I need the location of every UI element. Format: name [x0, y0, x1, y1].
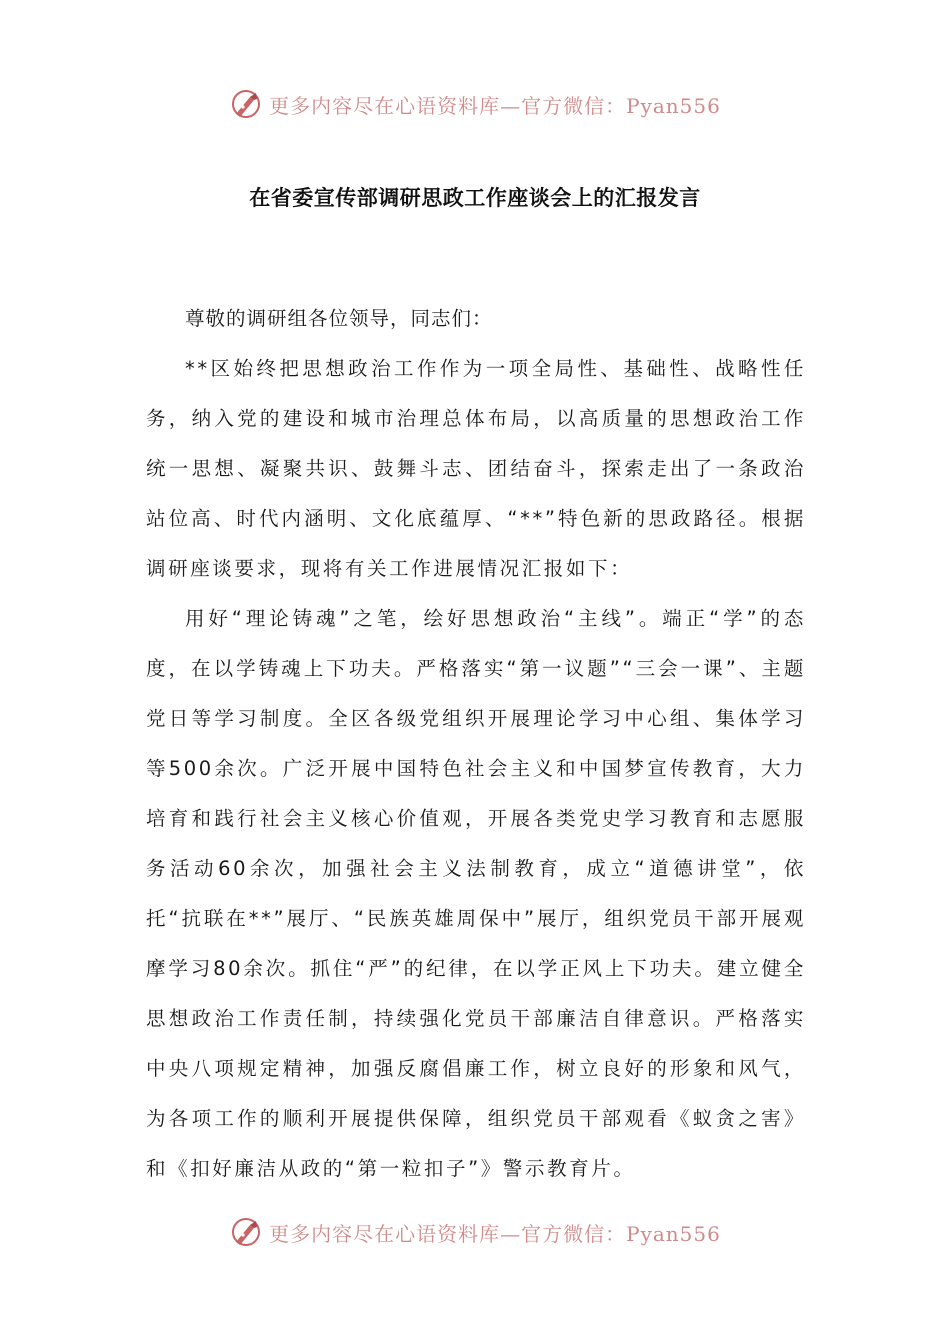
watermark-text — [269, 90, 721, 119]
watermark-banner-top — [0, 84, 950, 124]
watermark-official: 官方微信：Pyan556 — [521, 93, 721, 118]
watermark-banner-bottom — [0, 1212, 950, 1252]
document-title: 在省委宣传部调研思政工作座谈会上的汇报发言 — [249, 186, 701, 210]
watermark-text — [269, 1218, 721, 1247]
watermark-separator: — — [500, 1221, 522, 1246]
watermark-official: 官方微信：Pyan556 — [521, 1221, 721, 1246]
watermark-brand: 更多内容尽在心语资料库 — [269, 1221, 501, 1246]
paragraph-salutation: 尊敬的调研组各位领导，同志们： — [185, 307, 493, 330]
pen-nib-circle-icon — [229, 1215, 263, 1249]
pen-nib-circle-icon — [229, 87, 263, 121]
paragraph-section-1: 用好“理论铸魂”之笔，绘好思想政治“主线”。端正“学”的态度，在以学铸魂上下功夫。严格落实“第一议题”“三会一课”、主题党日等学习制度。全区各级党组织开展理论学习中心组、集体学习等500余次。广泛开展中国特色社会主义和中国梦宣传教育，大力培育和践行社会主义核心价值观，开展各类党史学习教育和志愿服务活动60余次，加强社会主义法制教育，成立“道德讲堂”，依托“抗联在**”展厅、“民族英雄周保中”展厅，组织党员干部开展观摩学习80余次。抓住“严”的纪律，在以学正风上下功夫。建立健全思想政治工作责任制，持续强化党员干部廉洁自律意识。严格落实中央八项规定精神，加强反腐倡廉工作，树立良好的形象和风气，为各项工作的顺利开展提供保障，组织党员干部观看《蚁贪之害》和《扣好廉洁从政的“第一粒扣子”》警示教育片。 — [146, 607, 806, 1180]
paragraph-intro: **区始终把思想政治工作作为一项全局性、基础性、战略性任务，纳入党的建设和城市治理总体布局，以高质量的思想政治工作统一思想、凝聚共识、鼓舞斗志、团结奋斗，探索走出了一条政治站位高、时代内涵明、文化底蕴厚、“**”特色新的思政路径。根据调研座谈要求，现将有关工作进展情况汇报如下： — [146, 357, 806, 580]
watermark-brand: 更多内容尽在心语资料库 — [269, 93, 501, 118]
watermark-separator: — — [500, 93, 522, 118]
document-body — [146, 294, 806, 1194]
